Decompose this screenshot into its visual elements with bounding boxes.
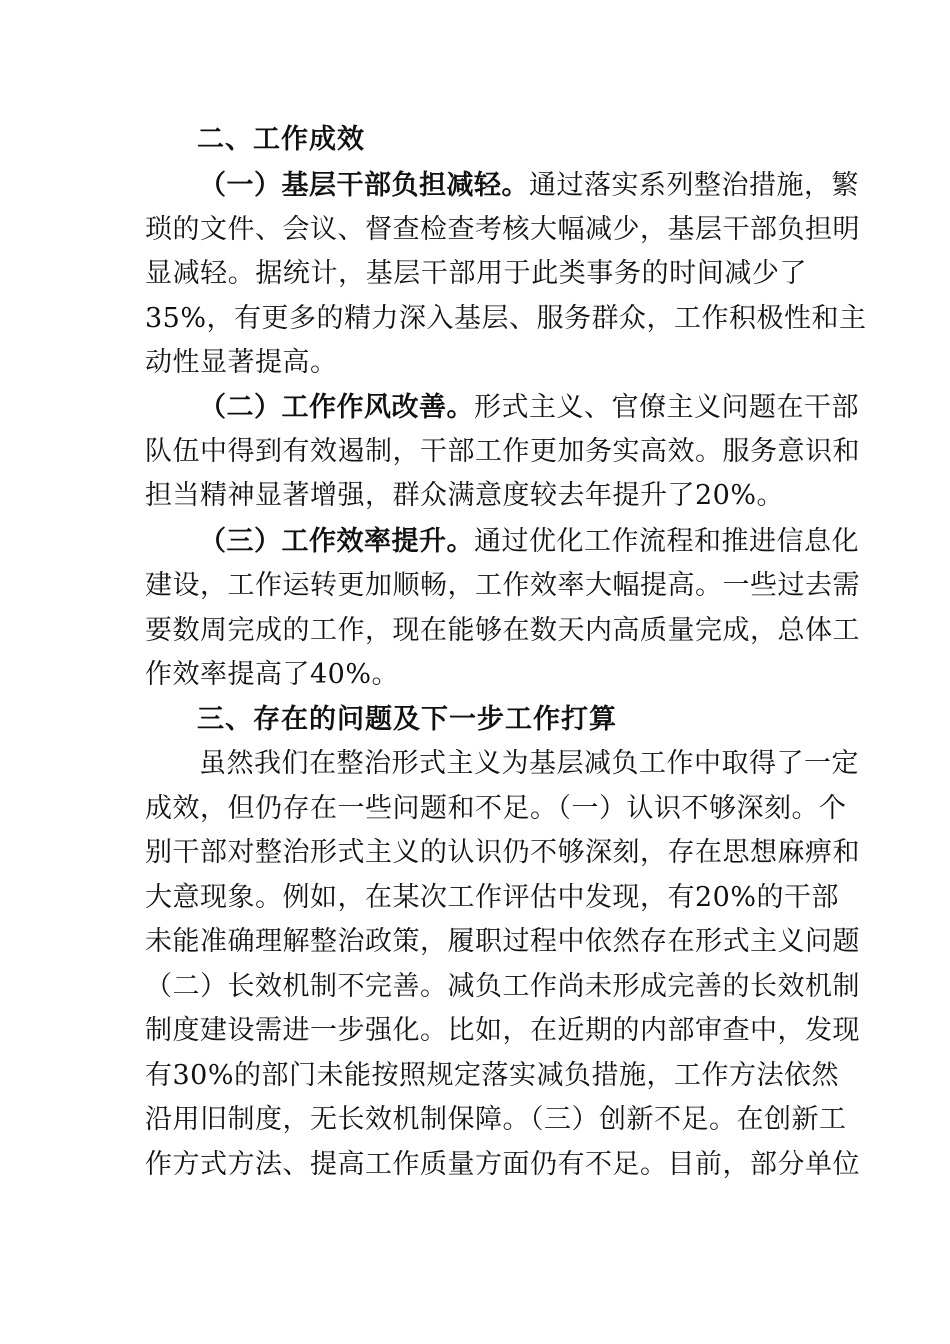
paragraph-line xyxy=(199,164,859,208)
paragraph-line: 别干部对整治形式主义的认识仍不够深刻，存在思想麻痹和 xyxy=(145,837,860,868)
paragraph-line: 要数周完成的工作，现在能够在数天内高质量完成，总体工 xyxy=(145,615,860,646)
paragraph-line: （二）长效机制不完善。减负工作尚未形成完善的长效机制 xyxy=(145,971,860,1002)
paragraph-line: 沿用旧制度，无长效机制保障。（三）创新不足。在创新工 xyxy=(145,1104,847,1135)
section-heading-problems: 三、存在的问题及下一步工作打算 xyxy=(197,704,617,735)
section-heading-achievements: 二、工作成效 xyxy=(197,124,365,155)
paragraph-line: 未能准确理解整治政策，履职过程中依然存在形式主义问题 xyxy=(145,926,860,957)
paragraph-line: 作方式方法、提高工作质量方面仍有不足。目前，部分单位 xyxy=(145,1149,860,1180)
paragraph-line: 担当精神显著增强，群众满意度较去年提升了20%。 xyxy=(145,480,785,511)
item-title: （一）基层干部负担减轻。 xyxy=(199,170,529,201)
paragraph-line: 动性显著提高。 xyxy=(145,347,338,378)
paragraph-line: 队伍中得到有效遏制，干部工作更加务实高效。服务意识和 xyxy=(145,436,860,467)
paragraph-line: 大意现象。例如，在某次工作评估中发现，有20%的干部 xyxy=(145,882,840,913)
paragraph-line: 成效，但仍存在一些问题和不足。（一）认识不够深刻。个 xyxy=(145,793,847,824)
paragraph-line: 有30%的部门未能按照规定落实减负措施，工作方法依然 xyxy=(145,1060,840,1091)
paragraph-line: 显减轻。据统计，基层干部用于此类事务的时间减少了 xyxy=(145,258,807,289)
paragraph-line xyxy=(199,520,859,564)
item-title: （三）工作效率提升。 xyxy=(199,526,474,557)
item-text: 通过落实系列整治措施，繁 xyxy=(529,170,859,201)
paragraph-line: 35%，有更多的精力深入基层、服务群众，工作积极性和主 xyxy=(145,303,867,334)
item-title: （二）工作作风改善。 xyxy=(199,392,474,423)
paragraph-line: 琐的文件、会议、督查检查考核大幅减少，基层干部负担明 xyxy=(145,214,860,245)
paragraph-line xyxy=(199,386,859,430)
item-text: 形式主义、官僚主义问题在干部 xyxy=(474,392,859,423)
paragraph-line: 作效率提高了40%。 xyxy=(145,659,400,690)
item-text: 通过优化工作流程和推进信息化 xyxy=(474,526,859,557)
paragraph-line: 虽然我们在整治形式主义为基层减负工作中取得了一定 xyxy=(199,748,859,779)
paragraph-line: 制度建设需进一步强化。比如，在近期的内部审查中，发现 xyxy=(145,1015,860,1046)
paragraph-line: 建设，工作运转更加顺畅，工作效率大幅提高。一些过去需 xyxy=(145,570,860,601)
